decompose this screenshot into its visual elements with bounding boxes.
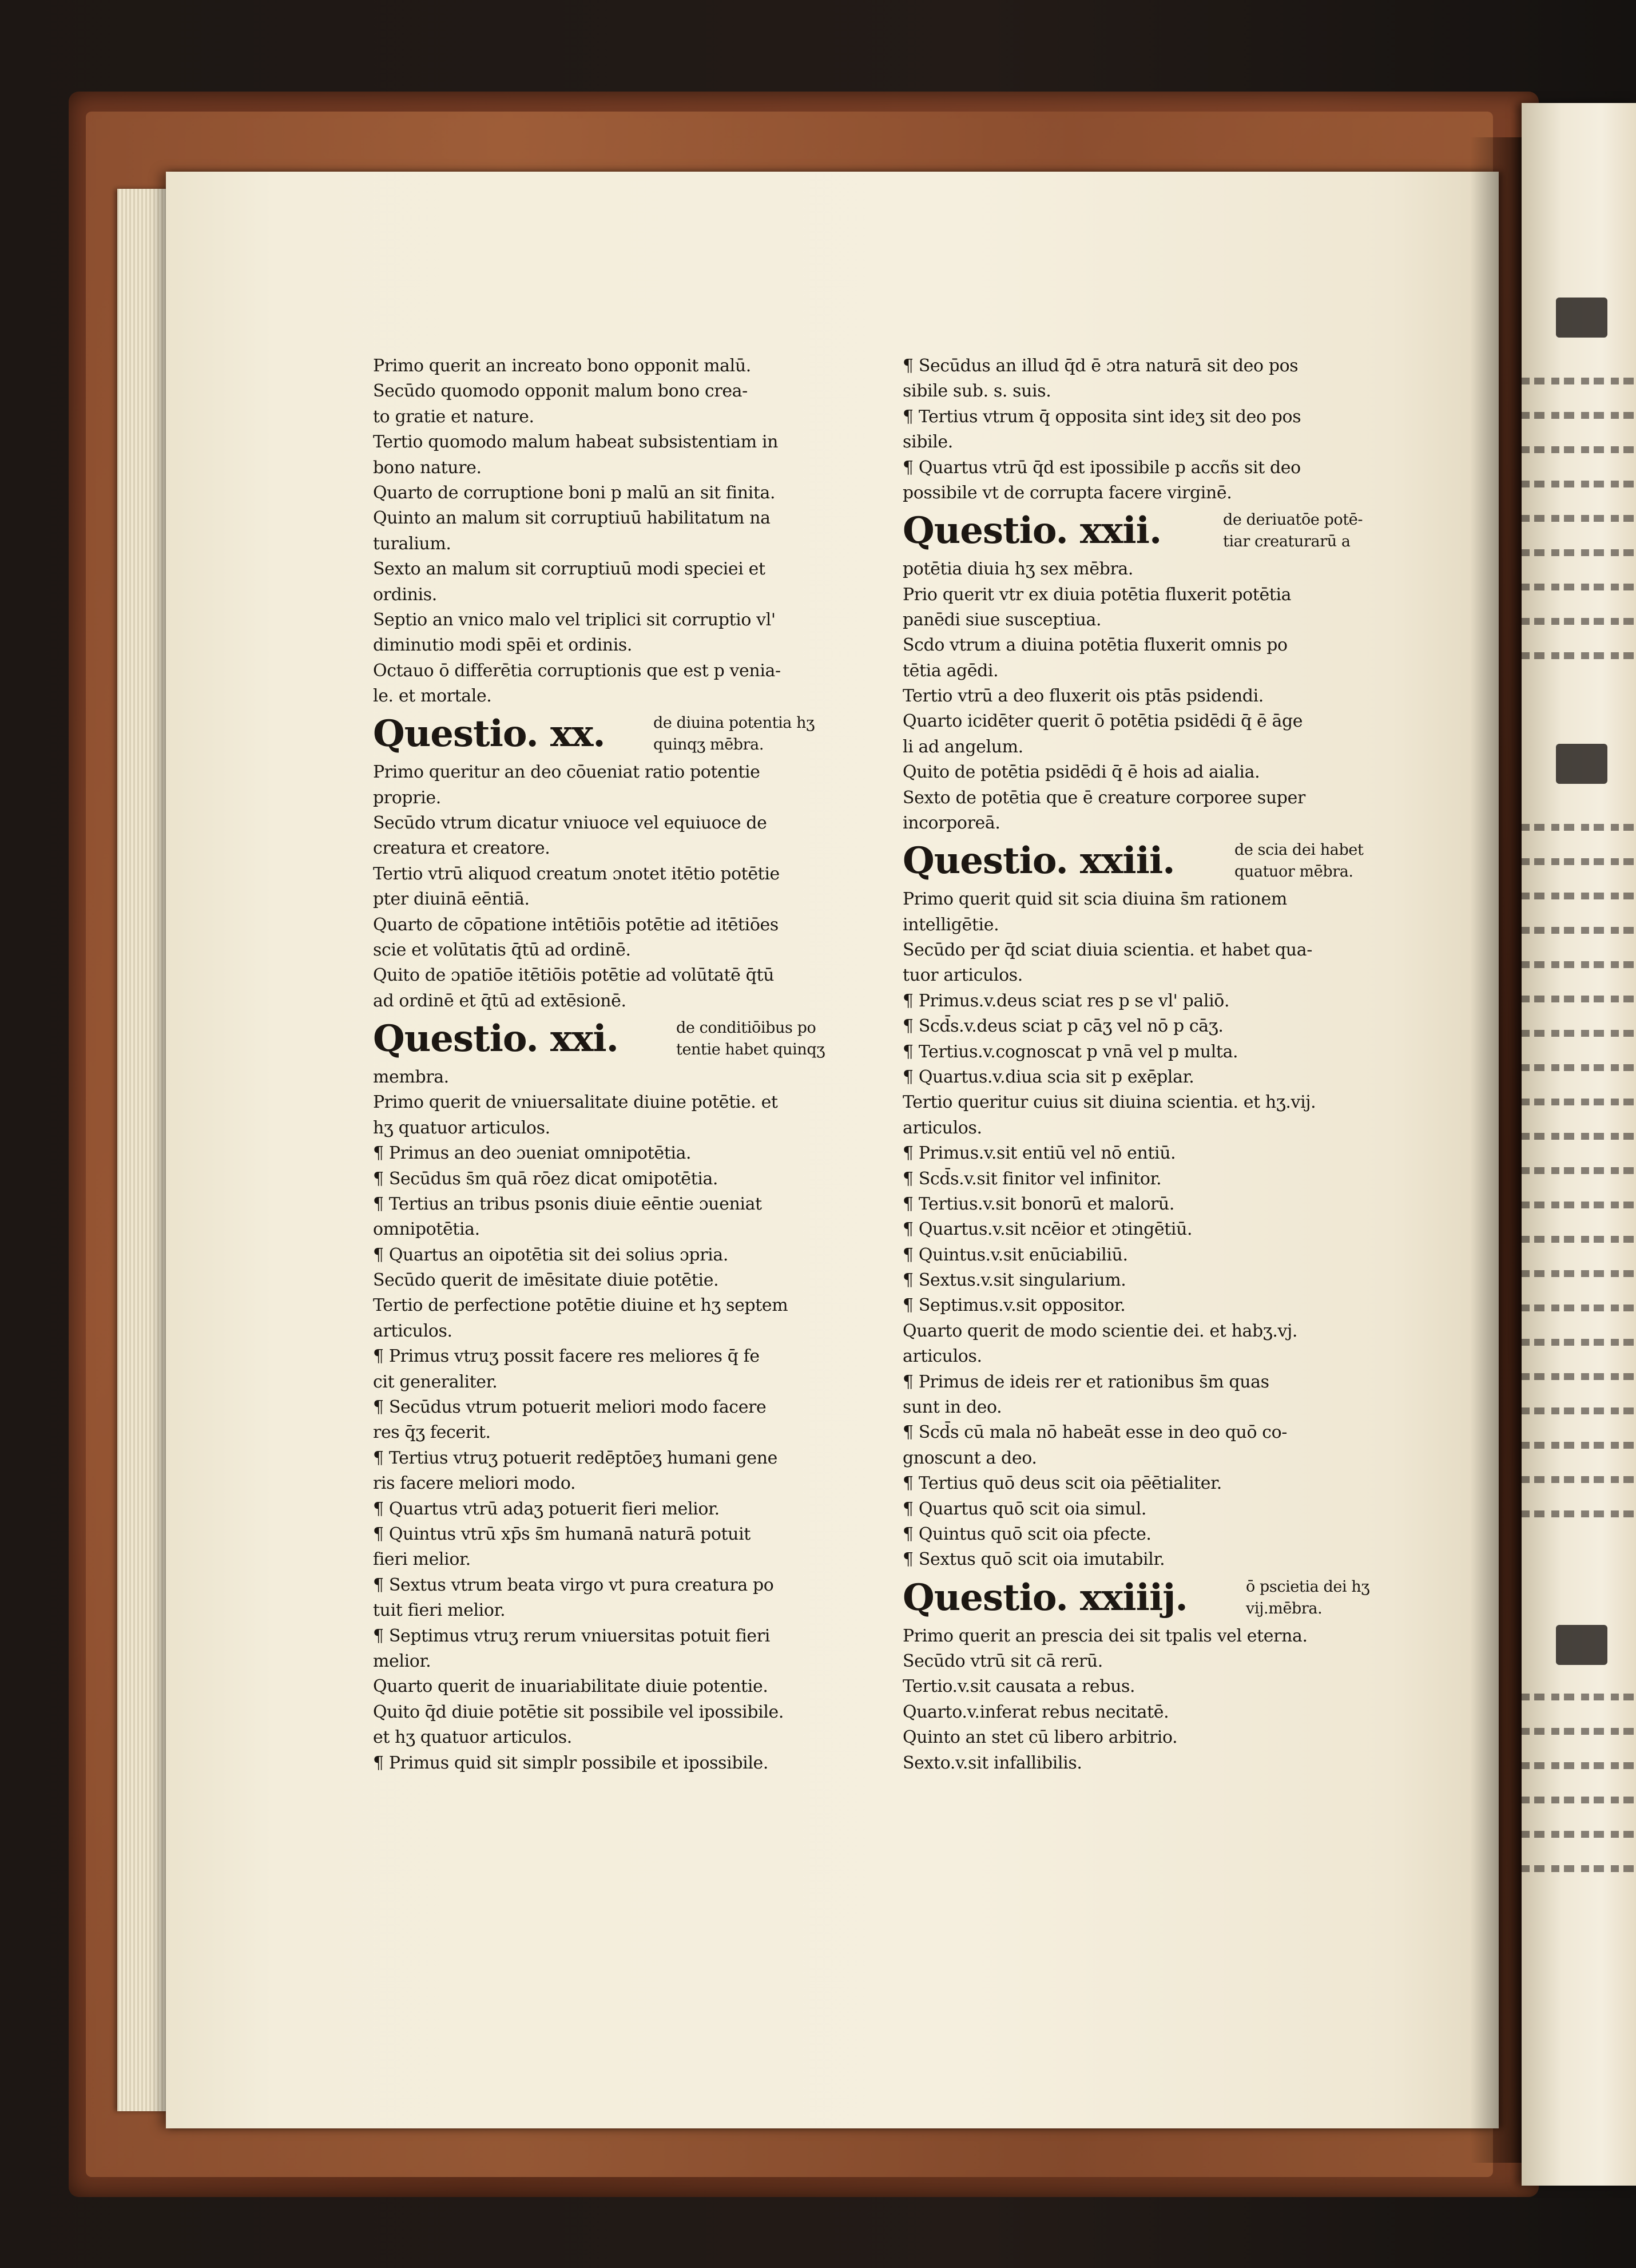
text-line: ¶ Quintus quō scit oia pfecte. xyxy=(903,1524,1151,1544)
facing-page-text xyxy=(1522,996,1636,1002)
text-line: ¶ Quartus an oipotētia sit dei solius ɔpria. xyxy=(373,1244,728,1265)
text-line: panēdi siue susceptiua. xyxy=(903,609,1102,630)
facing-page-text xyxy=(1522,1865,1636,1872)
text-line: ordinis. xyxy=(373,584,437,605)
text-line: ¶ Sextus vtrum beata virgo vt pura creatura po xyxy=(373,1575,774,1595)
facing-page-text xyxy=(1522,1407,1636,1414)
facing-page-text xyxy=(1522,1236,1636,1243)
quaestio-heading: Questio. xx. xyxy=(373,712,605,756)
left-text-column xyxy=(373,354,848,1776)
text-line: ¶ Primus an deo ɔueniat omnipotētia. xyxy=(373,1143,692,1164)
facing-page-text xyxy=(1522,1442,1636,1449)
text-line: omnipotētia. xyxy=(373,1219,480,1240)
text-line: ¶ Sextus quō scit oia imutabilr. xyxy=(903,1549,1165,1570)
facing-page-text xyxy=(1522,1167,1636,1174)
text-line: Primo querit de vniuersalitate diuine potētie. et xyxy=(373,1092,778,1113)
quaestio-side-note: quinqʒ mēbra. xyxy=(653,736,764,754)
text-line: ¶ Septimus.v.sit oppositor. xyxy=(903,1295,1126,1316)
facing-page-text xyxy=(1522,1133,1636,1140)
facing-page-initial xyxy=(1556,1625,1607,1665)
facing-page-text xyxy=(1522,1099,1636,1105)
quaestio-heading: Questio. xxii. xyxy=(903,509,1162,553)
text-line: li ad angelum. xyxy=(903,736,1023,757)
text-line: ¶ Secūdus an illud q̄d ē ɔtra naturā sit deo pos xyxy=(903,356,1299,376)
quaestio-xxii-heading-block xyxy=(903,506,1377,557)
text-line: ¶ Quartus.v.sit ncēior et ɔtingētiū. xyxy=(903,1219,1193,1240)
text-line: bono nature. xyxy=(373,457,482,478)
facing-page-text xyxy=(1522,1762,1636,1769)
facing-page-text xyxy=(1522,549,1636,556)
facing-page-text xyxy=(1522,858,1636,865)
text-line: Sexto.v.sit infallibilis. xyxy=(903,1752,1082,1773)
text-line: Tertio.v.sit causata a rebus. xyxy=(903,1676,1135,1697)
quaestio-xx-heading-block xyxy=(373,709,848,760)
quaestio-side-note: de diuina potentia hʒ xyxy=(653,714,815,732)
facing-page-text xyxy=(1522,481,1636,487)
text-line: ¶ Quartus vtrū adaʒ potuerit fieri melior. xyxy=(373,1498,720,1519)
quaestio-side-note: de scia dei habet xyxy=(1234,841,1364,859)
text-line: le. et mortale. xyxy=(373,686,492,707)
quaestio-side-note: de conditiōibus po xyxy=(676,1019,816,1037)
text-line: tuor articulos. xyxy=(903,965,1023,986)
text-line: res q̄ʒ fecerit. xyxy=(373,1422,491,1443)
text-line: membra. xyxy=(373,1066,449,1087)
text-line: Quito de potētia psidēdi q̄ ē hois ad aialia. xyxy=(903,762,1260,783)
text-line: sibile. xyxy=(903,432,953,453)
quaestio-heading: Questio. xxiii. xyxy=(903,839,1175,883)
text-line: pter diuinā eēntiā. xyxy=(373,889,530,910)
facing-page-text xyxy=(1522,1305,1636,1311)
facing-page-text xyxy=(1522,1510,1636,1517)
text-line: Sexto de potētia que ē creature corporee super xyxy=(903,787,1305,808)
text-line: creatura et creatore. xyxy=(373,838,550,859)
text-line: ¶ Tertius an tribus psonis diuie eēntie ɔueniat xyxy=(373,1194,762,1214)
text-line: ¶ Tertius vtruʒ potuerit redēptōeʒ humani gene xyxy=(373,1448,778,1468)
text-line: cit generaliter. xyxy=(373,1371,498,1392)
text-line: ¶ Secūdus vtrum potuerit meliori modo facere xyxy=(373,1397,767,1418)
quaestio-xxiii-heading-block xyxy=(903,836,1377,887)
text-line: Quito q̄d diuie potētie sit possibile vel ipossibile. xyxy=(373,1702,784,1722)
text-line: ¶ Tertius vtrum q̄ opposita sint ideʒ sit deo pos xyxy=(903,406,1301,427)
text-line: ¶ Tertius quō deus scit oia pēētialiter. xyxy=(903,1473,1222,1494)
text-line: ¶ Primus quid sit simplr possibile et ipossibile. xyxy=(373,1752,769,1773)
text-line: to gratie et nature. xyxy=(373,406,534,427)
text-line: scie et volūtatis q̄tū ad ordinē. xyxy=(373,940,631,960)
text-line: Quarto querit de modo scientie dei. et habʒ.vj. xyxy=(903,1321,1298,1341)
right-text-column xyxy=(903,354,1377,1776)
text-line: Tertio queritur cuius sit diuina scientia. et hʒ.vij. xyxy=(903,1092,1316,1113)
text-line: Primo queritur an deo cōueniat ratio potentie xyxy=(373,762,760,783)
facing-page-text xyxy=(1522,412,1636,419)
facing-page-text xyxy=(1522,1694,1636,1700)
text-line: Quito de ɔpatiōe itētiōis potētie ad volūtatē q̄tū xyxy=(373,965,775,986)
text-line: Tertio de perfectione potētie diuine et hʒ septem xyxy=(373,1295,788,1316)
text-line: ¶ Primus.v.sit entiū vel nō entiū. xyxy=(903,1143,1176,1164)
text-line: Septio an vnico malo vel triplici sit corruptio vl' xyxy=(373,609,776,630)
text-line: Tertio vtrū a deo fluxerit ois ptās psidendi. xyxy=(903,686,1264,707)
facing-page-text xyxy=(1522,1797,1636,1803)
text-line: Quarto icidēter querit ō potētia psidēdi q̄ ē āge xyxy=(903,711,1303,732)
facing-page-text xyxy=(1522,1064,1636,1071)
text-line: ¶ Scd̄s.v.deus sciat p cāʒ vel nō p cāʒ. xyxy=(903,1016,1224,1037)
text-line: et hʒ quatuor articulos. xyxy=(373,1727,572,1748)
text-line: ¶ Septimus vtruʒ rerum vniuersitas potuit fieri xyxy=(373,1625,770,1646)
text-line: ¶ Primus de ideis rer et rationibus s̄m quas xyxy=(903,1371,1269,1392)
text-line: Quarto querit de inuariabilitate diuie potentie. xyxy=(373,1676,768,1697)
facing-page-text xyxy=(1522,1339,1636,1346)
facing-page-text xyxy=(1522,618,1636,625)
text-line: possibile vt de corrupta facere virginē. xyxy=(903,482,1232,503)
text-line: tētia agēdi. xyxy=(903,660,999,681)
text-line: ¶ Tertius.v.cognoscat p vnā vel p multa. xyxy=(903,1041,1238,1062)
quaestio-side-note: vij.mēbra. xyxy=(1246,1599,1323,1617)
text-line: Quinto an malum sit corruptiuū habilitatum na xyxy=(373,508,771,529)
facing-page-text xyxy=(1522,893,1636,899)
facing-page-text xyxy=(1522,515,1636,522)
text-line: ¶ Quartus quō scit oia simul. xyxy=(903,1498,1146,1519)
text-line: tuit fieri melior. xyxy=(373,1600,506,1621)
facing-page-initial xyxy=(1556,298,1607,338)
text-line: ¶ Quartus vtrū q̄d est ipossibile p accñs sit deo xyxy=(903,457,1301,478)
gutter-shadow xyxy=(1470,137,1522,2163)
text-line: Tertio quomodo malum habeat subsistentiam in xyxy=(373,432,779,453)
facing-page-text xyxy=(1522,1831,1636,1838)
text-line: ¶ Quintus.v.sit enūciabiliū. xyxy=(903,1244,1128,1265)
quaestio-side-note: tentie habet quinqʒ xyxy=(676,1041,825,1059)
text-line: sunt in deo. xyxy=(903,1397,1002,1418)
facing-page-text xyxy=(1522,652,1636,659)
text-line: Secūdo querit de imēsitate diuie potētie. xyxy=(373,1270,719,1291)
text-line: Secūdo vtrū sit cā rerū. xyxy=(903,1651,1103,1671)
quaestio-side-note: de deriuatōe potē- xyxy=(1223,511,1363,529)
text-line: ris facere meliori modo. xyxy=(373,1473,576,1494)
text-line: Primo querit an prescia dei sit tpalis vel eterna. xyxy=(903,1625,1308,1646)
text-line: ¶ Tertius.v.sit bonorū et malorū. xyxy=(903,1194,1174,1214)
quaestio-xxiiij-heading-block xyxy=(903,1573,1377,1624)
text-line: sibile sub. s. suis. xyxy=(903,381,1051,402)
quaestio-xxi-heading-block xyxy=(373,1014,848,1065)
facing-page-text xyxy=(1522,1270,1636,1277)
facing-page-text xyxy=(1522,584,1636,590)
facing-page-text xyxy=(1522,446,1636,453)
text-line: turalium. xyxy=(373,533,451,554)
text-line: Quarto de cōpatione intētiōis potētie ad itētiōes xyxy=(373,914,779,935)
text-line: Quarto de corruptione boni p malū an sit finita. xyxy=(373,482,776,503)
text-line: Primo querit an increato bono opponit malū. xyxy=(373,356,751,376)
text-line: diminutio modi spēi et ordinis. xyxy=(373,635,633,656)
text-line: articulos. xyxy=(903,1117,982,1138)
facing-page-text xyxy=(1522,824,1636,831)
facing-page-text xyxy=(1522,1373,1636,1380)
text-line: ¶ Sextus.v.sit singularium. xyxy=(903,1270,1126,1291)
text-line: Quinto an stet cū libero arbitrio. xyxy=(903,1727,1178,1748)
text-line: ¶ Primus vtruʒ possit facere res meliores q̄ fe xyxy=(373,1346,760,1367)
text-line: Octauo ō differētia corruptionis que est p venia- xyxy=(373,660,781,681)
text-line: Primo querit quid sit scia diuina s̄m rationem xyxy=(903,889,1287,910)
text-line: ¶ Scd̄s cū mala nō habeāt esse in deo quō co- xyxy=(903,1422,1288,1443)
quaestio-side-note: quatuor mēbra. xyxy=(1234,863,1353,881)
text-line: incorporeā. xyxy=(903,813,1000,834)
facing-page-text xyxy=(1522,378,1636,384)
quaestio-heading: Questio. xxiiij. xyxy=(903,1576,1188,1619)
facing-page-text xyxy=(1522,1476,1636,1483)
text-line: Secūdo quomodo opponit malum bono crea- xyxy=(373,381,748,402)
text-line: hʒ quatuor articulos. xyxy=(373,1117,550,1138)
facing-page-text xyxy=(1522,1030,1636,1037)
facing-page-edge xyxy=(1522,103,1636,2186)
text-line: articulos. xyxy=(373,1321,452,1341)
text-line: Secūdo per q̄d sciat diuia scientia. et habet qua- xyxy=(903,940,1312,961)
text-line: ¶ Primus.v.deus sciat res p se vl' paliō. xyxy=(903,990,1230,1011)
text-line: ¶ Quintus vtrū xp̄s s̄m humanā naturā potuit xyxy=(373,1524,751,1544)
text-line: gnoscunt a deo. xyxy=(903,1448,1037,1468)
text-line: Tertio vtrū aliquod creatum ɔnotet itētio potētie xyxy=(373,863,780,884)
quaestio-heading: Questio. xxi. xyxy=(373,1017,618,1061)
facing-page-text xyxy=(1522,1728,1636,1735)
text-line: melior. xyxy=(373,1651,431,1671)
text-line: Prio querit vtr ex diuia potētia fluxerit potētia xyxy=(903,584,1292,605)
text-line: fieri melior. xyxy=(373,1549,471,1570)
text-line: proprie. xyxy=(373,787,441,808)
text-line: ¶ Scd̄s.v.sit finitor vel infinitor. xyxy=(903,1168,1162,1189)
text-line: Scdo vtrum a diuina potētia fluxerit omnis po xyxy=(903,635,1288,656)
facing-page-initial xyxy=(1556,744,1607,784)
text-line: ¶ Quartus.v.diua scia sit p exēplar. xyxy=(903,1066,1194,1087)
text-line: ad ordinē et q̄tū ad extēsionē. xyxy=(373,990,626,1011)
facing-page-text xyxy=(1522,961,1636,968)
text-line: Quarto.v.inferat rebus necitatē. xyxy=(903,1702,1169,1722)
facing-page-text xyxy=(1522,1202,1636,1208)
quaestio-side-note: ō pscietia dei hʒ xyxy=(1246,1577,1370,1596)
text-line: potētia diuia hʒ sex mēbra. xyxy=(903,559,1134,580)
text-line: intelligētie. xyxy=(903,914,999,935)
text-line: articulos. xyxy=(903,1346,982,1367)
facing-page-text xyxy=(1522,927,1636,934)
quaestio-side-note: tiar creaturarū a xyxy=(1223,533,1351,551)
text-line: ¶ Secūdus s̄m quā rōez dicat omipotētia. xyxy=(373,1168,718,1189)
text-line: Sexto an malum sit corruptiuū modi speciei et xyxy=(373,559,765,580)
text-line: Secūdo vtrum dicatur vniuoce vel equiuoce de xyxy=(373,813,767,834)
